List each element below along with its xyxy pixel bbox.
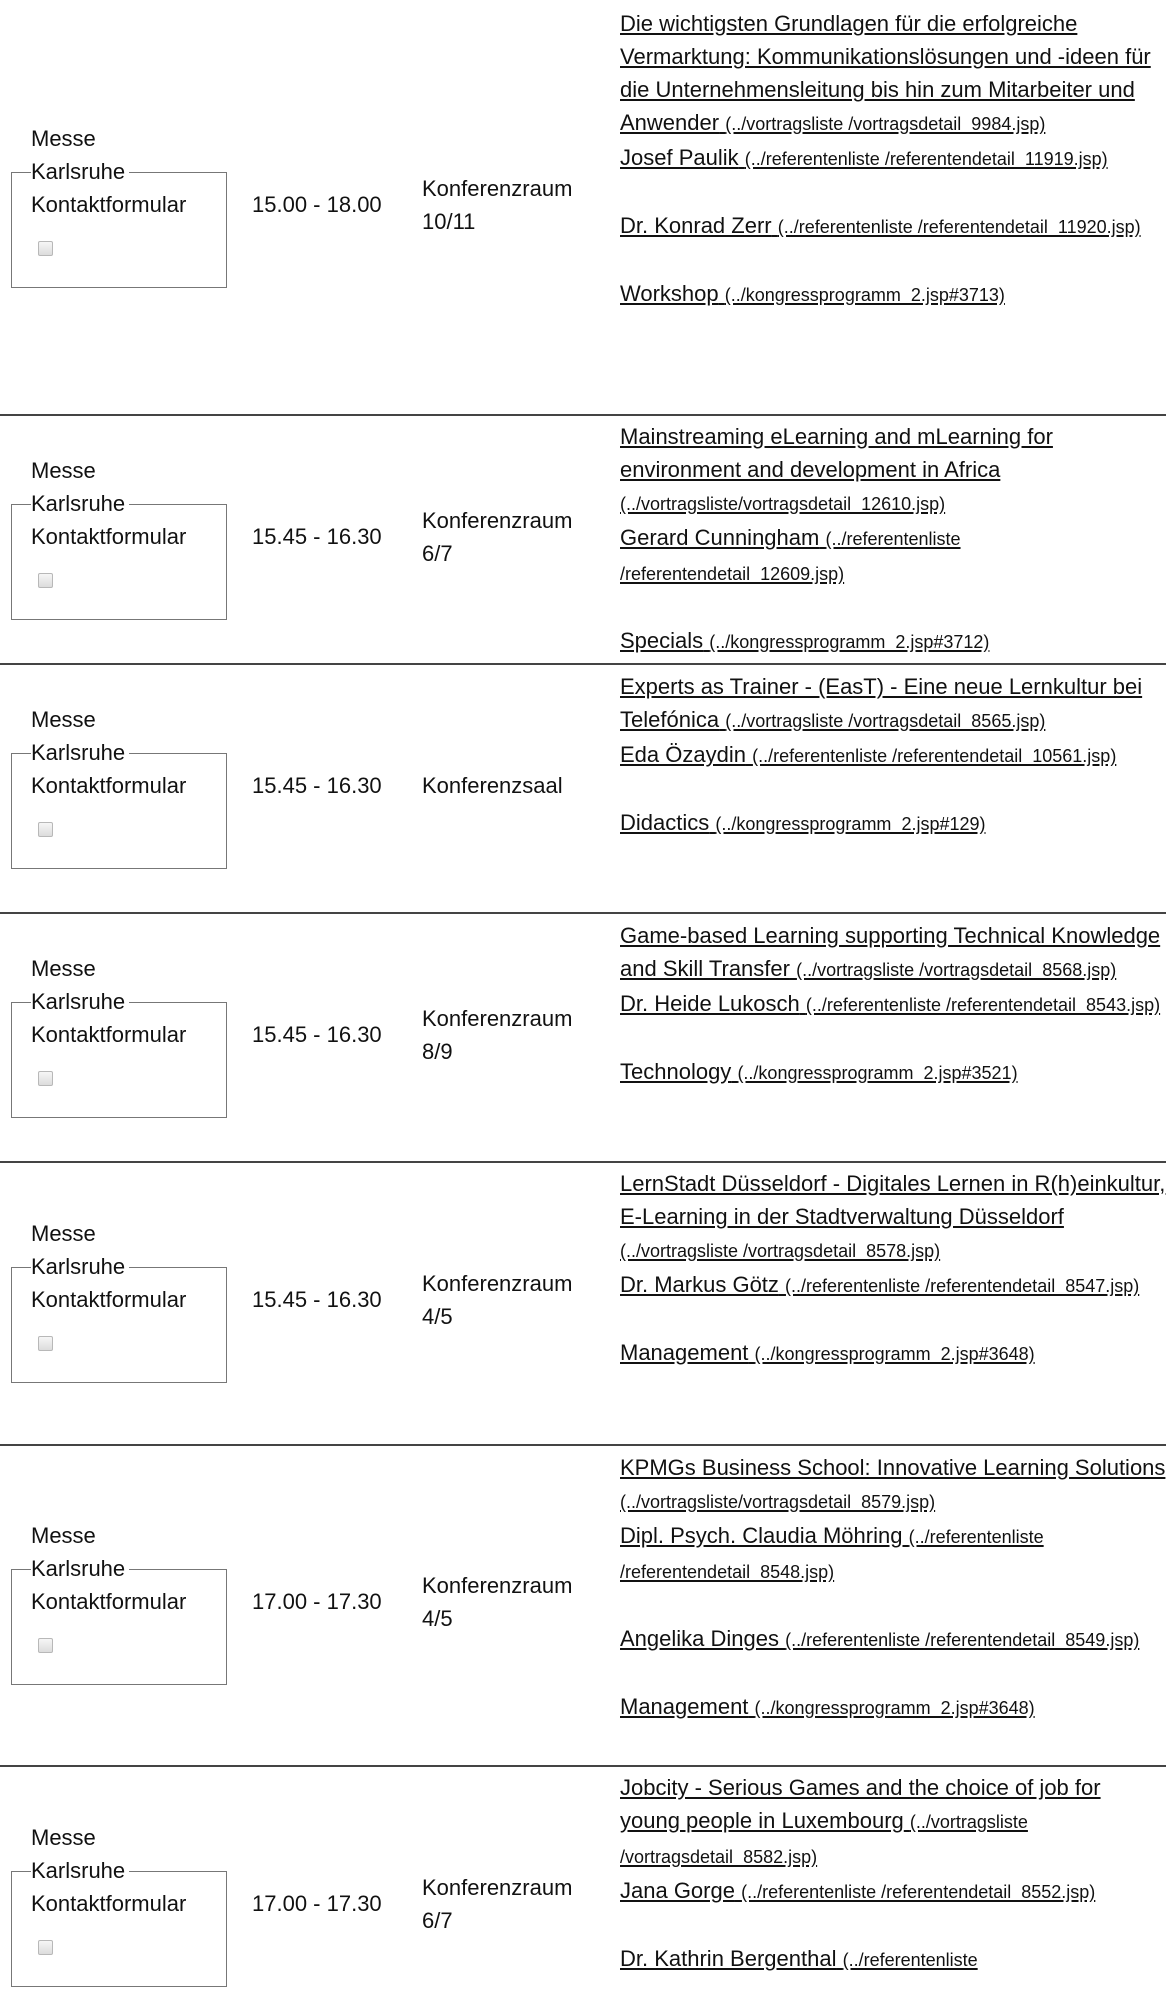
contact-form-label: Kontaktformular: [31, 1287, 187, 1312]
session-time: 15.00 - 18.00: [252, 192, 382, 217]
contact-form-label: Kontaktformular: [31, 1589, 187, 1614]
select-checkbox[interactable]: [38, 1336, 53, 1351]
session-time: 17.00 - 17.30: [252, 1891, 382, 1916]
room-name: Konferenzraum: [422, 1271, 573, 1296]
speaker-link[interactable]: Dr. Konrad Zerr (../referentenliste /referentendetail_11920.jsp): [620, 213, 1141, 238]
select-checkbox[interactable]: [38, 241, 53, 256]
talk-title-link[interactable]: KPMGs Business School: Innovative Learning Solutions (../vortragsliste/vortragsdetail_8579.jsp): [620, 1455, 1166, 1512]
speaker-link[interactable]: Gerard Cunningham (../referentenliste /referentendetail_12609.jsp): [620, 525, 961, 584]
room-number: 10/11: [422, 209, 476, 234]
session-time: 15.45 - 16.30: [252, 773, 382, 798]
location-label: Messe: [31, 1523, 96, 1548]
session-row: [0, 914, 1166, 1164]
speaker-link[interactable]: Angelika Dinges (../referentenliste /referentendetail_8549.jsp): [620, 1626, 1140, 1651]
session-description: [620, 1167, 1166, 1371]
session-room: [422, 1002, 572, 1068]
category-link[interactable]: Didactics (../kongressprogramm_2.jsp#129): [620, 810, 986, 835]
room-name: Konferenzraum: [422, 1573, 573, 1598]
location-label: Messe: [31, 707, 96, 732]
talk-title-link[interactable]: Jobcity - Serious Games and the choice of job for young people in Luxembourg (../vortragsliste /vortragsdetail_8582.jsp): [620, 1775, 1101, 1867]
session-time: 15.45 - 16.30: [252, 1287, 382, 1312]
location-label: Messe: [31, 1221, 96, 1246]
session-time: 15.45 - 16.30: [252, 524, 382, 549]
location-label: Messe: [31, 956, 96, 981]
session-room: [422, 1871, 572, 1937]
fieldset-legend: Karlsruhe: [31, 1250, 129, 1283]
room-name: Konferenzraum: [422, 1875, 573, 1900]
speaker-link[interactable]: Josef Paulik (../referentenliste /referentendetail_11919.jsp): [620, 145, 1108, 170]
session-row: [0, 416, 1166, 666]
speaker-link[interactable]: Jana Gorge (../referentenliste /referentendetail_8552.jsp): [620, 1878, 1096, 1903]
session-time: 17.00 - 17.30: [252, 1589, 382, 1614]
session-row: [0, 1163, 1166, 1446]
contact-form-label: Kontaktformular: [31, 192, 187, 217]
select-checkbox[interactable]: [38, 822, 53, 837]
contact-form-label: Kontaktformular: [31, 524, 187, 549]
select-checkbox[interactable]: [38, 1638, 53, 1653]
session-description: [620, 7, 1166, 312]
session-room: [422, 1569, 572, 1635]
fieldset-legend: Karlsruhe: [31, 155, 129, 188]
speaker-link[interactable]: Dr. Markus Götz (../referentenliste /referentendetail_8547.jsp): [620, 1272, 1140, 1297]
contact-form-label: Kontaktformular: [31, 773, 187, 798]
session-description: [620, 1771, 1166, 1977]
talk-title-link[interactable]: LernStadt Düsseldorf - Digitales Lernen in R(h)einkultur, E-Learning in der Stadtverwaltung Düsseldorf (../vortragsliste /vortragsdetail_8578.jsp): [620, 1171, 1166, 1261]
fieldset-legend: Karlsruhe: [31, 487, 129, 520]
session-description: [620, 670, 1166, 841]
contact-form-label: Kontaktformular: [31, 1891, 187, 1916]
room-number: 4/5: [422, 1606, 453, 1631]
category-link[interactable]: Specials (../kongressprogramm_2.jsp#3712): [620, 628, 990, 653]
talk-title-link[interactable]: Experts as Trainer - (EasT) - Eine neue Lernkultur bei Telefónica (../vortragsliste /vortragsdetail_8565.jsp): [620, 674, 1143, 732]
fieldset-legend: Karlsruhe: [31, 1854, 129, 1887]
session-row: [0, 0, 1166, 416]
session-time: 15.45 - 16.30: [252, 1022, 382, 1047]
session-description: [620, 919, 1166, 1090]
session-description: [620, 1451, 1166, 1725]
speaker-link[interactable]: Dr. Heide Lukosch (../referentenliste /referentendetail_8543.jsp): [620, 991, 1161, 1016]
select-checkbox[interactable]: [38, 573, 53, 588]
talk-title-link[interactable]: Die wichtigsten Grundlagen für die erfolgreiche Vermarktung: Kommunikationslösungen und -ideen für die Unternehmensleitung bis hin zum Mitarbeiter und Anwender (../vortragsliste /vortragsdetail_9984.jsp): [620, 11, 1151, 135]
contact-form-label: Kontaktformular: [31, 1022, 187, 1047]
session-room: [422, 1267, 572, 1333]
room-name: Konferenzraum: [422, 508, 573, 533]
session-room: [422, 172, 572, 238]
select-checkbox[interactable]: [38, 1940, 53, 1955]
talk-title-link[interactable]: Mainstreaming eLearning and mLearning for environment and development in Africa (../vortragsliste/vortragsdetail_12610.jsp): [620, 424, 1053, 514]
room-number: 6/7: [422, 1908, 453, 1933]
fieldset-legend: Karlsruhe: [31, 985, 129, 1018]
fieldset-legend: Karlsruhe: [31, 1552, 129, 1585]
speaker-link[interactable]: Eda Özaydin (../referentenliste /referentendetail_10561.jsp): [620, 742, 1117, 767]
session-description: [620, 420, 1166, 659]
room-number: 6/7: [422, 541, 453, 566]
category-link[interactable]: Management (../kongressprogramm_2.jsp#3648): [620, 1340, 1035, 1365]
select-checkbox[interactable]: [38, 1071, 53, 1086]
speaker-link[interactable]: Dr. Kathrin Bergenthal (../referentenliste: [620, 1946, 978, 1971]
category-link[interactable]: Workshop (../kongressprogramm_2.jsp#3713): [620, 281, 1005, 306]
room-name: Konferenzsaal: [422, 773, 563, 798]
session-row: [0, 1767, 1166, 2009]
location-label: Messe: [31, 458, 96, 483]
session-row: [0, 1446, 1166, 1767]
category-link[interactable]: Technology (../kongressprogramm_2.jsp#3521): [620, 1059, 1018, 1084]
room-number: 4/5: [422, 1304, 453, 1329]
location-label: Messe: [31, 126, 96, 151]
talk-title-link[interactable]: Game-based Learning supporting Technical Knowledge and Skill Transfer (../vortragsliste /vortragsdetail_8568.jsp): [620, 923, 1161, 981]
room-number: 8/9: [422, 1039, 453, 1064]
room-name: Konferenzraum: [422, 1006, 573, 1031]
fieldset-legend: Karlsruhe: [31, 736, 129, 769]
session-room: [422, 769, 563, 802]
location-label: Messe: [31, 1825, 96, 1850]
session-row: [0, 665, 1166, 915]
session-room: [422, 504, 572, 570]
speaker-link[interactable]: Dipl. Psych. Claudia Möhring (../referentenliste /referentendetail_8548.jsp): [620, 1523, 1044, 1582]
room-name: Konferenzraum: [422, 176, 573, 201]
category-link[interactable]: Management (../kongressprogramm_2.jsp#3648): [620, 1694, 1035, 1719]
